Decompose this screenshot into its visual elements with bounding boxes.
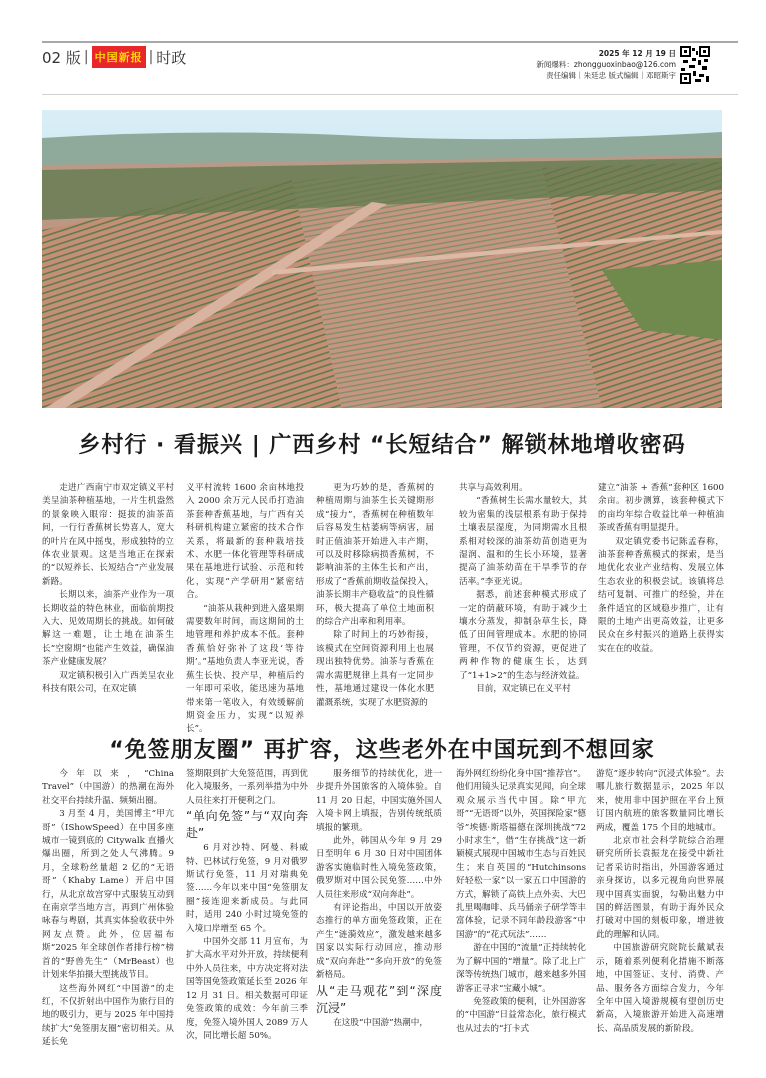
aerial-farmland-photo bbox=[42, 110, 722, 408]
paragraph: 义平村流转 1600 余亩林地投入 2000 余万元人民币打造油茶套种香蕉基地，与广西有关科研机构建立紧密的技术合作关系，将最新的套种栽培技术、水肥一体化管理等科研成果在基地进行试验、示范和转化，实现“产学研用”紧密结合。 bbox=[186, 483, 304, 601]
paragraph: 走进广西南宁市双定镇义平村美呈油茶种植基地，一片生机盎然的景象映入眼帘：挺拔的油茶苗间，一行行香蕉树长势喜人，宽大的叶片在风中摇曳，形成独特的立体农业景观。这是当地正在探索的“以短养长、长短结合”产业发展新路。 bbox=[42, 483, 174, 587]
paragraph: 长期以来，油茶产业作为一项长期收益的特色林业，面临前期投入大、见效周期长的挑战。如何破解这一难题，让土地在油茶生长“空窗期”也能产生效益，确保油茶产业健康发展？ bbox=[42, 590, 174, 668]
paragraph: 海外网红纷纷化身中国“推荐官”。他们用镜头记录真实见闻，向全球观众展示当代中国。除“甲亢哥”“无语哥”以外，英国探险家“德爷”埃德·斯塔福德在深圳挑战“72 小时求生”，借“生存挑战”这一新颖模式展现中国城市生态与百姓民生；来自英国的“Hutchinsons 好轻松一家”以一家五口中国游的方式，解锁了高铁上点外卖、大巴扎里喝咖啡、兵马俑亲子研学等丰富体验，记录不同年龄段游客“中国游”的“花式玩法”…… bbox=[456, 769, 586, 940]
editors: 责任编辑｜朱廷忠 版式编辑｜邓昭斯宇 bbox=[546, 71, 676, 80]
paragraph: 双定镇党委书记陈孟春称，油茶套种香蕉模式的探索，是当地优化农业产业结构、发展立体生态农业的积极尝试。该镇将总结可复制、可推广的经验，并在条件适宜的区域稳步推广，让有限的土地产出更高效益，让更多民众在乡村振兴的道路上获得实实在在的收益。 bbox=[598, 536, 724, 654]
paragraph: 免签政策的便利，让外国游客的“中国游”日益常态化，旅行模式也从过去的“打卡式 bbox=[456, 996, 586, 1034]
paragraph: 中国外交部 11 月宣布，为扩大高水平对外开放，持续便利中外人员往来，中方决定将对法国等国免签政策延长至 2026 年 12 月 31 日。相关数据可印证免签政策的成效：今年前三季度，免签入境外国人 2089 万人次，同比增长超 50%。 bbox=[186, 937, 308, 1041]
paragraph: 在这股“中国游”热潮中， bbox=[333, 1017, 428, 1028]
separator: | bbox=[83, 49, 89, 65]
paragraph: 建立“油茶 + 香蕉”套种区 1600 余亩。初步测算，该套种模式下的亩均年综合收益比单一种植油茶或香蕉有明显提升。 bbox=[598, 483, 724, 534]
tipline: 新闻爆料：zhongguoxinbao@126.com bbox=[536, 60, 676, 69]
page-number: 02 版 bbox=[42, 48, 81, 67]
paragraph: 服务细节的持续优化，进一步提升外国旅客的入境体验。自 11 月 20 日起，中国实施外国人入境卡网上填报，告别传统纸质填报的繁琐。 bbox=[316, 769, 442, 833]
article2-column-3 bbox=[316, 768, 442, 1030]
paragraph: 签期限到扩大免签范围，再到优化入境服务，一系列举措为中外人员往来打开便利之门。 bbox=[186, 769, 308, 806]
subheading: 从“走马观花”到“深度沉浸” bbox=[316, 983, 442, 1015]
paragraph: 游在中国的“流量”正持续转化为了解中国的“增量”。除了北上广深等传统热门城市，越来越多外国游客正寻求“宝藏小城”。 bbox=[456, 943, 586, 994]
masthead bbox=[42, 46, 186, 68]
subheading: “单向免签”与“双向奔赴” bbox=[186, 809, 308, 841]
paragraph: 今年以来，“China Travel”（中国游）的热潮在海外社交平台持续升温、频频出圈。 bbox=[42, 769, 174, 806]
issue-date: 2025 年 12 月 19 日 bbox=[598, 49, 676, 58]
paragraph: “油茶从栽种到进入盛果期需要数年时间，而这期间的土地管理和养护成本不低。套种香蕉恰好弥补了这段‘等待期’。”基地负责人李亚光说，香蕉生长快、投产早，种植后约一年即可采收，能迅速为基地带来第一笔收入，有效缓解前期资金压力，实现“以短养长”。 bbox=[186, 603, 304, 735]
paragraph: 中国旅游研究院院长戴斌表示，随着系列便利化措施不断落地，中国签证、支付、消费、产品、服务各方面综合发力，今年全年中国入境游规模有望创历史新高，入境旅游开始进入高速增长、高品质发展的新阶段。 bbox=[596, 943, 724, 1034]
paragraph: 目前，双定镇已在义平村 bbox=[476, 684, 571, 695]
paragraph: “香蕉树生长需水量较大，其较为密集的浅层根系有助于保持土壤表层湿度，为同期需水且根系相对较深的油茶幼苗创造更为湿润、温和的生长小环境，显著提高了油茶幼苗在干旱季节的存活率。”李亚光说。 bbox=[459, 496, 587, 587]
paragraph: 有评论指出，中国以开放姿态推行的单方面免签政策，正在产生“涟漪效应”，激发越来越多国家以实际行动回应，推动形成“双向奔赴”“多向开放”的免签新格局。 bbox=[316, 903, 442, 981]
article1-column-4 bbox=[459, 482, 587, 697]
article1-headline: 乡村行 · 看振兴 | 广西乡村 “长短结合” 解锁林地增收密码 bbox=[78, 433, 686, 458]
article2-column-4 bbox=[456, 768, 586, 1036]
article1-column-5 bbox=[598, 482, 724, 656]
article2-column-2 bbox=[186, 768, 308, 1043]
separator: | bbox=[148, 49, 154, 65]
article1-column-1 bbox=[42, 482, 174, 697]
paragraph: 3 月至 4 月，美国博主“甲亢哥”（IShowSpeed）在中国多座城市一镜到底的 Citywalk 直播火爆出圈，所到之处人气沸腾。9 月，全球粉丝量超 2 亿的“无语哥”（Khaby Lame）开启中国行，从北京故宫穿中式服装互动到在南京学当地方言，再到广州体验咏春与粤剧，其真实体验收获中外网友点赞。此外，位居福布斯“2025 年全球创作者排行榜”榜首的“野兽先生”（MrBeast）也计划来华拍摄大型挑战节目。 bbox=[42, 809, 174, 981]
article1-column-3 bbox=[316, 482, 434, 710]
article2-headline: “免签朋友圈” 再扩容，这些老外在中国玩到不想回家 bbox=[109, 738, 655, 763]
paragraph: 共享与高效利用。 bbox=[459, 483, 528, 493]
paragraph: 游览”逐步转向“沉浸式体验”。去哪儿旅行数据显示，2025 年以来，使用非中国护照在平台上预订国内航班的旅客数量同比增长两成，覆盖 175 个目的地城市。 bbox=[596, 769, 724, 833]
section-name: 时政 bbox=[156, 48, 187, 67]
paragraph: 除了时间上的巧妙衔接，该模式在空间资源利用上也展现出独特优势。油茶与香蕉在需水需肥规律上具有一定同步性，基地通过建设一体化水肥灌溉系统，实现了水肥资源的 bbox=[316, 630, 434, 708]
header-top-rule bbox=[42, 41, 738, 43]
paragraph: 此外，韩国从今年 9 月 29 日至明年 6 月 30 日对中国团体游客实施临时性入境免签政策，俄罗斯对中国公民免签……中外人员往来形成“双向奔赴”。 bbox=[316, 836, 442, 900]
newspaper-logo: 中国新报 bbox=[92, 46, 146, 68]
article2-column-1 bbox=[42, 768, 174, 1050]
issue-meta bbox=[536, 48, 676, 81]
header-bottom-rule bbox=[42, 94, 738, 95]
paragraph: 6 月对沙特、阿曼、科威特、巴林试行免签，9 月对俄罗斯试行免签，11 月对瑞典免签……今年以来中国“免签朋友圈”接连迎来新成员。与此同时，适用 240 小时过境免签的入境口岸增至 65 个。 bbox=[186, 843, 308, 934]
paragraph: 双定镇积极引入广西美呈农业科技有限公司，在双定镇 bbox=[42, 670, 174, 695]
paragraph: 据悉，前述套种模式形成了一定的荫蔽环境，有助于减少土壤水分蒸发，抑制杂草生长，降低了田间管理成本。水肥的协同管理，不仅节约资源，更促进了两种作物的健康生长，达到了“1+1>2”的生态与经济效益。 bbox=[459, 590, 587, 681]
paragraph: 这些海外网红“中国游”的走红，不仅折射出中国作为旅行目的地的吸引力，更与 2025 年中国持续扩大“免签朋友圈”密切相关。从延长免 bbox=[42, 983, 174, 1048]
article2-column-5 bbox=[596, 768, 724, 1036]
paragraph: 北京市社会科学院综合治理研究所所长袁振龙在接受中新社记者采访时指出，外国游客通过亲身探访，以多元视角向世界展现中国真实面貌，勾勒出魅力中国的鲜活图景，有助于海外民众打破对中国的刻板印象，增进彼此的理解和认同。 bbox=[596, 836, 724, 940]
article1-column-2 bbox=[186, 482, 304, 737]
qr-code-icon bbox=[680, 46, 710, 84]
paragraph: 更为巧妙的是，香蕉树的种植周期与油茶生长关键期形成“接力”，香蕉树在种植数年后容易发生枯萎病等病害，届时正值油茶开始进入丰产期，可以及时移除病损香蕉树，不影响油茶的主体生长和产出，形成了“香蕉前期收益保投入，油茶长期丰产稳收益”的良性循环，极大提高了单位土地面积的综合产出率和利用率。 bbox=[316, 483, 434, 628]
